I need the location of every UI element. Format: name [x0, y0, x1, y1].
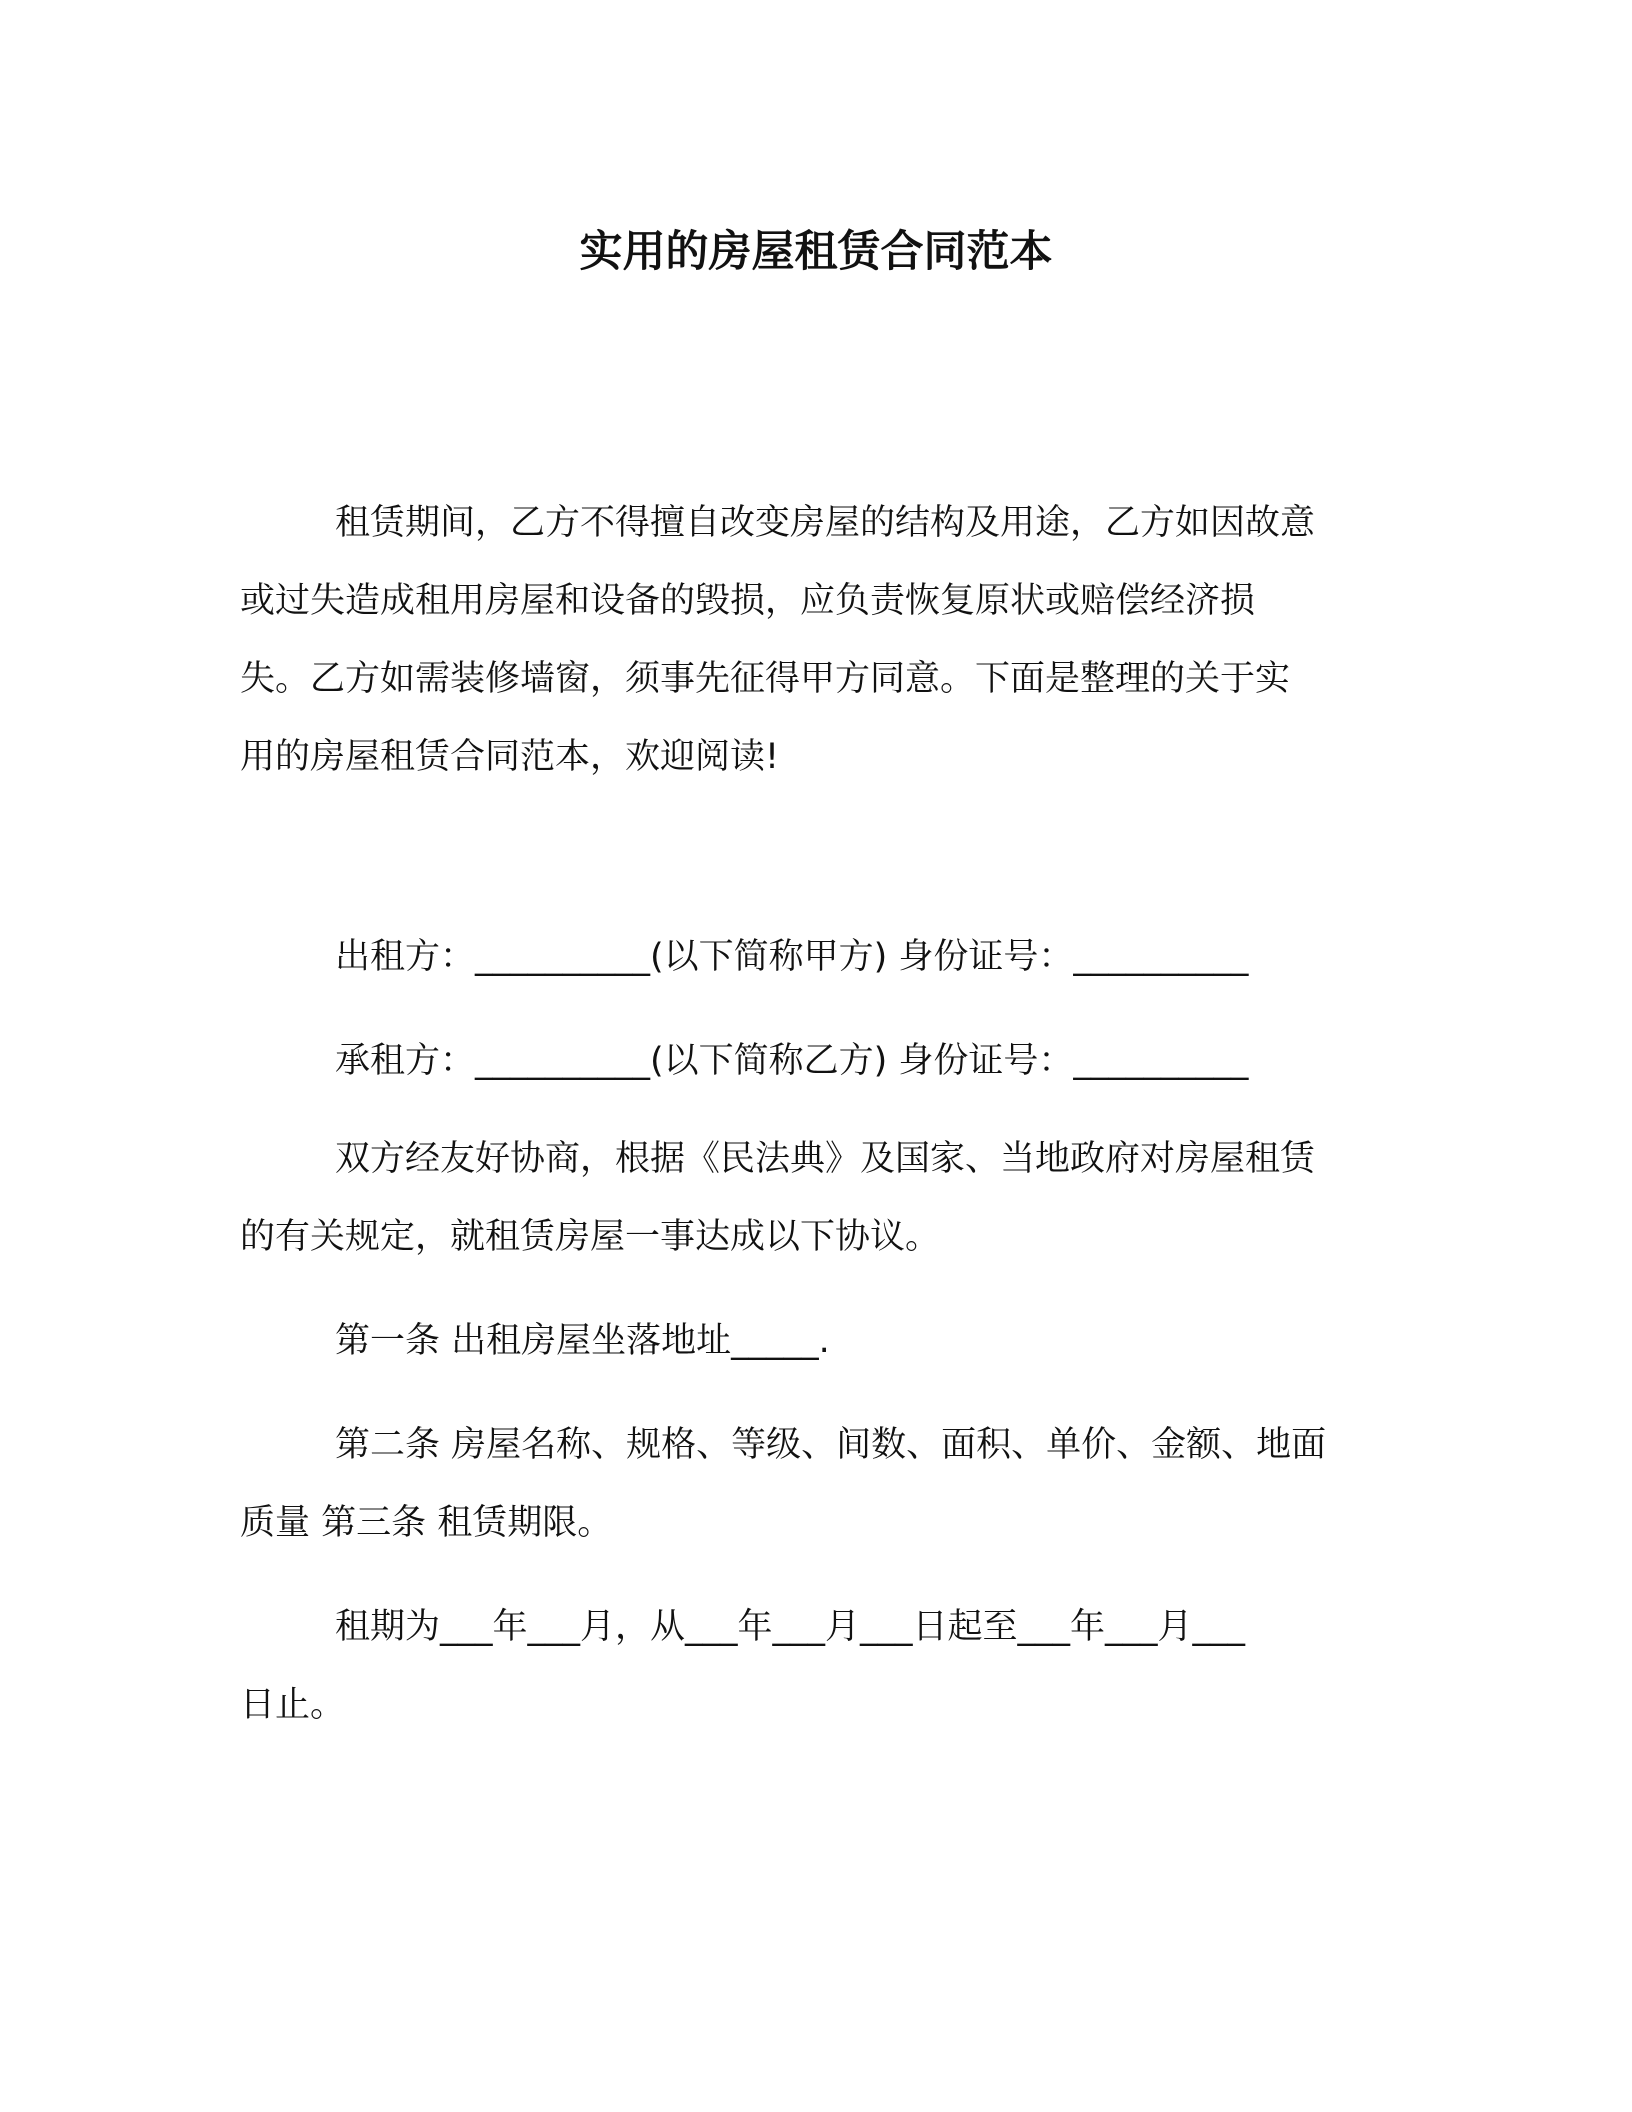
document-title: 实用的房屋租赁合同范本	[579, 227, 1053, 277]
intro-line-4: 用的房屋租赁合同范本，欢迎阅读!	[240, 737, 780, 777]
article-2-line-1: 第二条 房屋名称、规格、等级、间数、面积、单价、金额、地面	[335, 1425, 1327, 1465]
intro-line-2: 或过失造成租用房屋和设备的毁损，应负责恢复原状或赔偿经济损	[240, 581, 1256, 621]
article-1-paragraph	[240, 1302, 1390, 1380]
lease-term-line-2: 日止。	[240, 1685, 346, 1725]
lease-term-line-1: 租期为___年___月，从___年___月___日起至___年___月___	[335, 1607, 1246, 1647]
negotiation-paragraph	[240, 1120, 1390, 1276]
negotiation-line-1: 双方经友好协商，根据《民法典》及国家、当地政府对房屋租赁	[335, 1139, 1316, 1179]
lease-term-paragraph	[240, 1588, 1390, 1744]
lessor-line: 出租方：__________(以下简称甲方) 身份证号：__________	[335, 937, 1249, 977]
intro-line-3: 失。乙方如需装修墙窗，须事先征得甲方同意。下面是整理的关于实	[240, 659, 1291, 699]
lessee-paragraph	[240, 1022, 1390, 1100]
lessee-line: 承租方：__________(以下简称乙方) 身份证号：__________	[335, 1041, 1249, 1081]
negotiation-line-2: 的有关规定，就租赁房屋一事达成以下协议。	[240, 1217, 941, 1257]
article-2-line-2: 质量 第三条 租赁期限。	[240, 1503, 613, 1543]
intro-paragraph	[240, 484, 1390, 796]
article-1-line: 第一条 出租房屋坐落地址_____.	[335, 1321, 830, 1361]
article-2-paragraph	[240, 1406, 1390, 1562]
lessor-paragraph	[240, 918, 1390, 996]
intro-line-1: 租赁期间，乙方不得擅自改变房屋的结构及用途，乙方如因故意	[335, 503, 1316, 543]
